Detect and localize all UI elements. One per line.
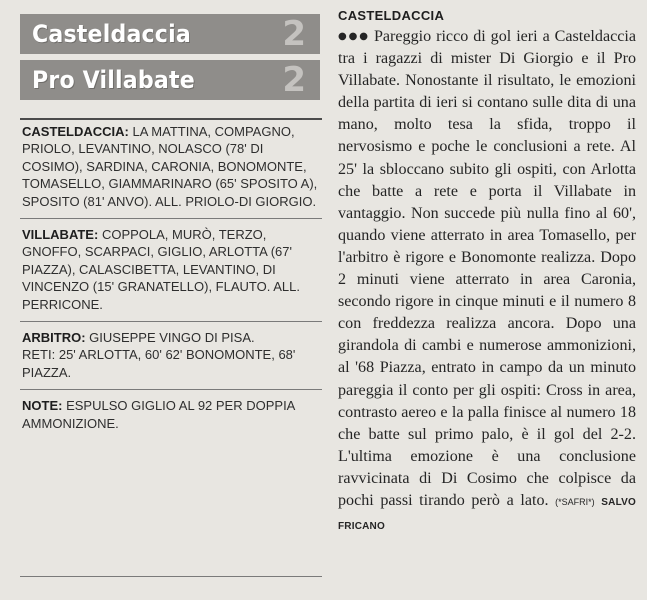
- notes-label: NOTE:: [22, 398, 63, 414]
- article-kicker: CASTELDACCIA: [338, 8, 445, 23]
- divider: [20, 321, 322, 322]
- lineup-label: CASTELDACCIA:: [22, 124, 129, 139]
- lineup-label: VILLABATE:: [22, 227, 99, 243]
- home-team-name: Casteldaccia: [32, 20, 191, 48]
- home-team-score: 2: [282, 14, 306, 54]
- away-team-name: Pro Villabate: [32, 66, 195, 94]
- article-text: Pareggio ricco di gol ieri a Casteldaccia tra i ragazzi di mister Di Giorgio e il Pro Villabate. Nonostante il risultato, le emozioni della partita di ieri si contano sulle dita di una mano, molto tesa la sfida, troppo il nervosismo e poche le conclusioni a rete. Al 25' la sbloccano subito gli ospiti, con Arlotta che batte a rete e porta il Villabate in vantaggio. Non succede più nulla fino al 60', quando viene atterrato in area Tomasello, per l'arbitro è rigore e Bonomonte realizza. Dopo 2 minuti viene atterrato in area Caronia, secondo rigore in cinque minuti e il numero 8 con freddezza realizza ancora. Dopo una girandola di cambi e numerose ammonizioni, al '68 Piazza, entrato in campo da un minuto pareggia il conto per gli ospiti: Cross in area, contrasto aereo e la palla finisce al numero 18 che batte sul primo palo, è il gol del 2-2. L'ultima emozione è una conclusione ravvicinata di Di Cosimo che colpisce da pochi passi tirando però a lato.: [338, 28, 636, 509]
- lineup-villabate: [20, 223, 322, 319]
- match-details: [20, 118, 322, 438]
- lineup-text: LA MATTINA, COMPAGNO, PRIOLO, LEVANTINO, NOLASCO (78' DI COSIMO), SARDINA, CARONIA, BONOMONTE, TOMASELLO, GIAMMARINARO (65' SPOSITO A), SPOSITO (81' ANVO). ALL. PRIOLO-DI GIORGIO.: [22, 124, 318, 209]
- referee-info: [20, 326, 322, 387]
- article-author: SALVO FRICANO: [338, 496, 636, 533]
- photo-credit: (*SAFRI*): [555, 496, 595, 507]
- divider: [20, 389, 322, 390]
- bullet-dots-icon: ●●●: [338, 31, 370, 42]
- team-row-home: [20, 14, 320, 54]
- notes-text: ESPULSO GIGLIO AL 92 PER DOPPIA AMMONIZIONE.: [22, 398, 295, 431]
- match-notes: [20, 394, 322, 438]
- away-team-score: 2: [282, 60, 306, 100]
- lineup-text: COPPOLA, MURÒ, TERZO, GNOFFO, SCARPACI, GIGLIO, ARLOTTA (67' PIAZZA), CALASCIBETTA, LEVANTINO, DI VINCENZO (15' GRANATELLO), FLAUTO. ALL. PERRICONE.: [22, 227, 300, 312]
- scoreboard: [20, 14, 320, 106]
- article-body: [338, 26, 636, 538]
- divider: [20, 218, 322, 219]
- divider: [20, 576, 322, 577]
- goals-text: RETI: 25' ARLOTTA, 60' 62' BONOMONTE, 68' PIAZZA.: [22, 347, 296, 380]
- referee-label: ARBITRO:: [22, 330, 86, 346]
- article: [338, 8, 636, 538]
- referee-text: GIUSEPPE VINGO DI PISA.: [89, 330, 255, 346]
- lineup-casteldaccia: [20, 120, 322, 216]
- team-row-away: [20, 60, 320, 100]
